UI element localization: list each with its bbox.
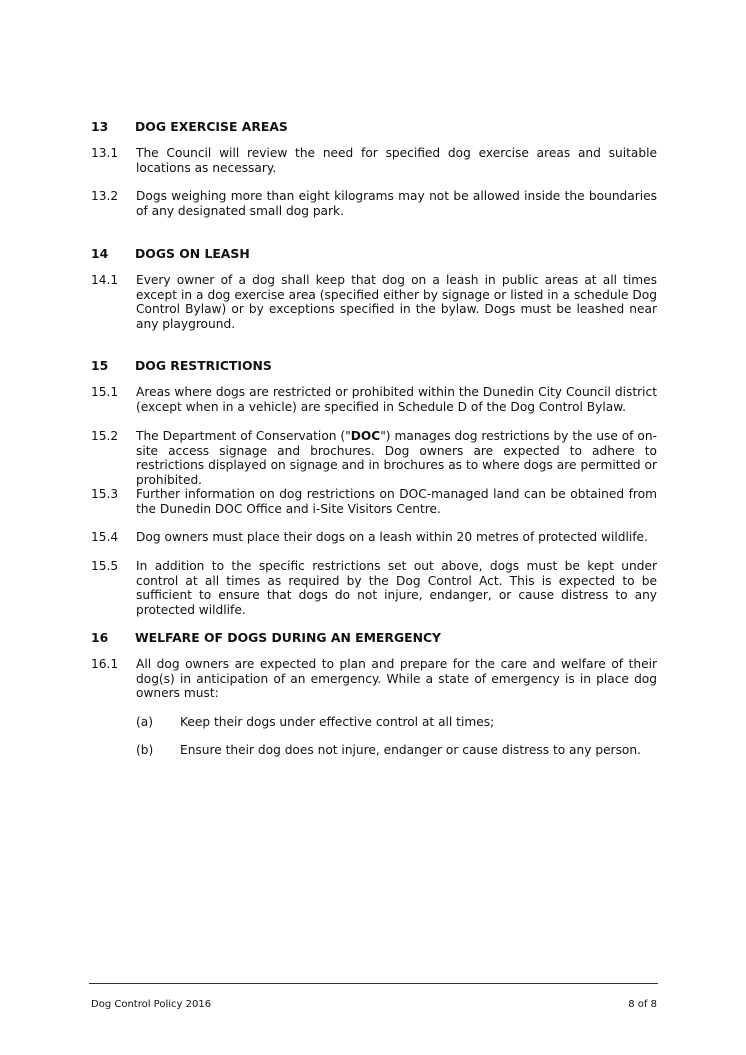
- clause-15-1: [91, 385, 657, 414]
- clause-text: Areas where dogs are restricted or prohibited within the Dunedin City Council district (except when in a vehicle) are specified in Schedule D of the Dog Control Bylaw.: [136, 385, 657, 414]
- sub-item-b: [136, 743, 656, 758]
- sub-item-label: (b): [136, 743, 154, 757]
- clause-13-1: [91, 146, 657, 175]
- footer-page-number: 8 of 8: [628, 999, 657, 1010]
- clause-15-2: [91, 429, 657, 487]
- section-number: 15: [91, 358, 109, 373]
- clause-number: 15.3: [91, 487, 119, 501]
- section-number: 13: [91, 119, 109, 134]
- section-title: DOG EXERCISE AREAS: [135, 119, 288, 134]
- clause-number: 16.1: [91, 657, 119, 671]
- clause-14-1: [91, 273, 657, 331]
- sub-item-a: [136, 715, 656, 730]
- clause-text: Further information on dog restrictions on DOC-managed land can be obtained from the Dunedin DOC Office and i-Site Visitors Centre.: [136, 487, 657, 516]
- section-title: DOG RESTRICTIONS: [135, 358, 272, 373]
- doc-abbreviation: DOC: [350, 429, 381, 443]
- sub-item-text: Keep their dogs under effective control at all times;: [180, 715, 495, 729]
- clause-number: 15.5: [91, 559, 119, 573]
- sub-item-text: Ensure their dog does not injure, endanger or cause distress to any person.: [180, 743, 641, 757]
- clause-text: Dogs weighing more than eight kilograms may not be allowed inside the boundaries of any designated small dog park.: [136, 189, 657, 218]
- clause-text: The Council will review the need for specified dog exercise areas and suitable locations as necessary.: [136, 146, 657, 175]
- clause-number: 13.1: [91, 146, 119, 160]
- section-title: DOGS ON LEASH: [135, 246, 250, 261]
- section-heading-16: [91, 631, 441, 646]
- clause-text: [136, 429, 657, 487]
- clause-number: 15.1: [91, 385, 119, 399]
- clause-number: 15.2: [91, 429, 119, 443]
- sub-item-label: (a): [136, 715, 153, 729]
- clause-15-3: [91, 487, 657, 516]
- clause-text: Dog owners must place their dogs on a leash within 20 metres of protected wildlife.: [136, 530, 648, 544]
- clause-15-5: [91, 559, 657, 617]
- clause-text: Every owner of a dog shall keep that dog on a leash in public areas at all times except in a dog exercise area (specified either by signage or listed in a schedule Dog Control Bylaw) or by exceptions specified in the bylaw. Dogs must be leashed near any playground.: [136, 273, 657, 331]
- section-heading-13: [91, 120, 288, 135]
- clause-text-start: The Department of Conservation (": [136, 429, 351, 443]
- clause-number: 13.2: [91, 189, 119, 203]
- section-title: WELFARE OF DOGS DURING AN EMERGENCY: [135, 630, 442, 645]
- section-number: 14: [91, 246, 109, 261]
- clause-13-2: [91, 189, 657, 218]
- section-heading-14: [91, 247, 250, 262]
- section-heading-15: [91, 359, 272, 374]
- footer-document-title: Dog Control Policy 2016: [91, 999, 212, 1010]
- section-number: 16: [91, 630, 109, 645]
- clause-number: 14.1: [91, 273, 119, 287]
- clause-number: 15.4: [91, 530, 119, 544]
- clause-text: In addition to the specific restrictions set out above, dogs must be kept under control at all times as required by the Dog Control Act. This is expected to be sufficient to ensure that dogs do not injure, endanger, or cause distress to any protected wildlife.: [136, 559, 657, 617]
- footer-divider: [89, 983, 658, 984]
- clause-text-end: ") manages dog restrictions by the use of on-site access signage and brochures. Dog owners are expected to adhere to restrictions displayed on signage and in brochures as to where dogs are permitted or prohibited.: [136, 429, 657, 487]
- clause-text: All dog owners are expected to plan and prepare for the care and welfare of their dog(s) in anticipation of an emergency. While a state of emergency is in place dog owners must:: [136, 657, 657, 701]
- clause-16-1: [91, 657, 657, 701]
- clause-15-4: [91, 530, 657, 545]
